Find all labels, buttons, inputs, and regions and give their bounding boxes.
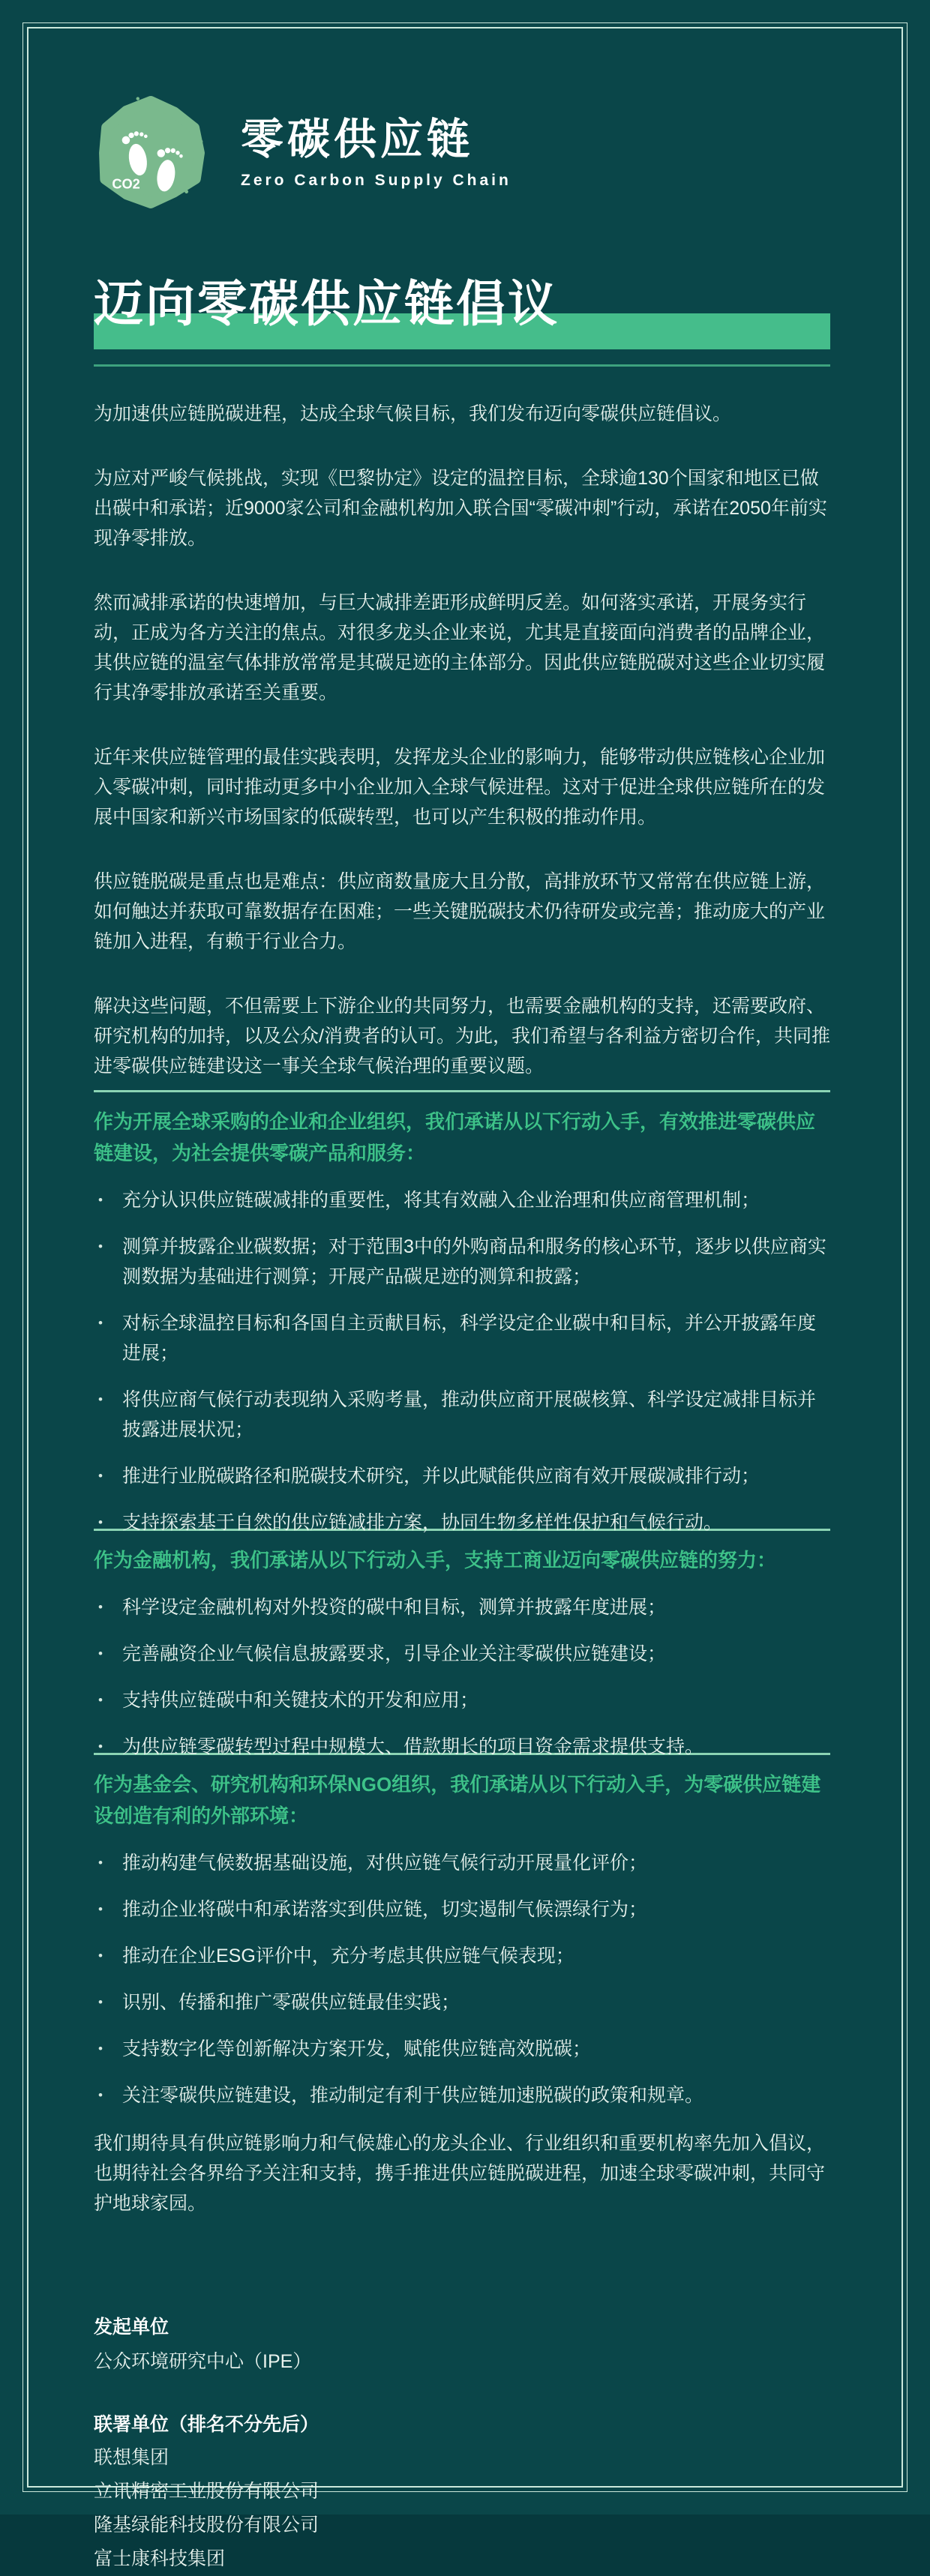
list-item: 富士康科技集团 [94,2548,226,2569]
list-item: • 支持探索基于自然的供应链减排方案，协同生物多样性保护和气候行动。 [94,1508,832,1538]
section-heading-financial: 作为金融机构，我们承诺从以下行动入手，支持工商业迈向零碳供应链的努力： [94,1549,777,1571]
section-heading-enterprises: 作为开展全球采购的企业和企业组织，我们承诺从以下行动入手，有效推进零碳供应链建设，为社会提供零碳产品和服务： [94,1110,816,1164]
section-divider [94,1090,830,1092]
cosigners-block [94,2410,832,2576]
list-item: 联想集团 [94,2447,170,2468]
logo-co2-label: CO2 [112,175,140,192]
list-item: • 将供应商气候行动表现纳入采购考量，推动供应商开展碳核算、科学设定减排目标并披露进展状况； [94,1385,832,1445]
title-underline [94,364,830,367]
logo-name-zh: 零碳供应链 [241,115,473,163]
intro-paragraph: 为应对严峻气候挑战，实现《巴黎协定》设定的温控目标，全球逾130个国家和地区已做出碳中和承诺；近9000家公司和金融机构加入联合国“零碳冲刺”行动，承诺在2050年前实现净零排放。 [94,468,827,549]
intro-paragraph: 供应链脱碳是重点也是难点：供应商数量庞大且分散，高排放环节又常常在供应链上游，如何触达并获取可靠数据存在困难；一些关键脱碳技术仍待研发或完善；推动庞大的产业链加入进程，有赖于行业合力。 [94,871,826,952]
list-item: • 推动企业将碳中和承诺落实到供应链，切实遏制气候漂绿行为； [94,1895,832,1925]
page-title: 迈向零碳供应链倡议 [94,276,560,331]
logo-name-en: Zero Carbon Supply Chain [241,171,512,189]
logo-text [241,115,512,189]
poster-content [94,0,832,2576]
list-item: • 支持数字化等创新解决方案开发，赋能供应链高效脱碳； [94,2034,832,2064]
section-heading-ngo: 作为基金会、研究机构和环保NGO组织，我们承诺从以下行动入手，为零碳供应链建设创造有利的外部环境： [94,1773,821,1827]
list-item: • 关注零碳供应链建设，推动制定有利于供应链加速脱碳的政策和规章。 [94,2080,832,2110]
intro-paragraph: 然而减排承诺的快速增加，与巨大减排差距形成鲜明反差。如何落实承诺，开展务实行动，正成为各方关注的焦点。对很多龙头企业来说，尤其是直接面向消费者的品牌企业，其供应链的温室气体排放常常是其碳足迹的主体部分。因此供应链脱碳对这些企业切实履行其净零排放承诺至关重要。 [94,592,826,703]
list-item: • 对标全球温控目标和各国自主贡献目标，科学设定企业碳中和目标，并公开披露年度进展； [94,1308,832,1368]
commitment-list-financial [94,1592,832,1762]
footprints-co2-logo-icon [94,96,208,210]
intro-paragraph: 解决这些问题，不但需要上下游企业的共同努力，也需要金融机构的支持，还需要政府、研究机构的加持，以及公众/消费者的认可。为此，我们希望与各利益方密切合作，共同推进零碳供应链建设这一事关全球气候治理的重要议题。 [94,996,830,1077]
list-item: • 测算并披露企业碳数据；对于范围3中的外购商品和服务的核心环节，逐步以供应商实测数据为基础进行测算；开展产品碳足迹的测算和披露； [94,1232,832,1292]
intro-paragraph: 为加速供应链脱碳进程，达成全球气候目标，我们发布迈向零碳供应链倡议。 [94,403,732,424]
list-item: • 推动构建气候数据基础设施，对供应链气候行动开展量化评价； [94,1848,832,1878]
list-item: • 推进行业脱碳路径和脱碳技术研究，并以此赋能供应商有效开展碳减排行动； [94,1461,832,1491]
cosigners-list [94,2441,832,2576]
commitment-list-enterprises [94,1185,832,1538]
list-item: • 支持供应链碳中和关键技术的开发和应用； [94,1685,832,1715]
closing-paragraph: 我们期待具有供应链影响力和气候雄心的龙头企业、行业组织和重要机构率先加入倡议，也期待社会各界给予关注和支持，携手推进供应链脱碳进程，加速全球零碳冲刺，共同守护地球家园。 [94,2133,826,2214]
list-item: 立讯精密工业股份有限公司 [94,2481,320,2502]
list-item: • 为供应链零碳转型过程中规模大、借款期长的项目资金需求提供支持。 [94,1732,832,1762]
intro-paragraph: 近年来供应链管理的最佳实践表明，发挥龙头企业的影响力，能够带动供应链核心企业加入零碳冲刺，同时推动更多中小企业加入全球气候进程。这对于促进全球供应链所在的发展中国家和新兴市场国家的低碳转型，也可以产生积极的推动作用。 [94,747,826,828]
list-item: • 充分认识供应链碳减排的重要性，将其有效融入企业治理和供应商管理机制； [94,1185,832,1215]
footer [94,2312,832,2576]
cosigners-label: 联署单位（排名不分先后） [94,2414,320,2435]
logo [94,96,832,210]
initiator-name: 公众环境研究中心（IPE） [94,2351,312,2372]
initiator-label: 发起单位 [94,2317,170,2338]
list-item: • 推动在企业ESG评价中，充分考虑其供应链气候表现； [94,1941,832,1971]
list-item: 隆基绿能科技股份有限公司 [94,2515,320,2536]
list-item: • 科学设定金融机构对外投资的碳中和目标，测算并披露年度进展； [94,1592,832,1622]
commitment-list-ngo [94,1848,832,2110]
list-item: • 完善融资企业气候信息披露要求，引导企业关注零碳供应链建设； [94,1639,832,1669]
title-block [94,276,832,349]
body-text [94,399,832,2576]
list-item: • 识别、传播和推广零碳供应链最佳实践； [94,1987,832,2017]
